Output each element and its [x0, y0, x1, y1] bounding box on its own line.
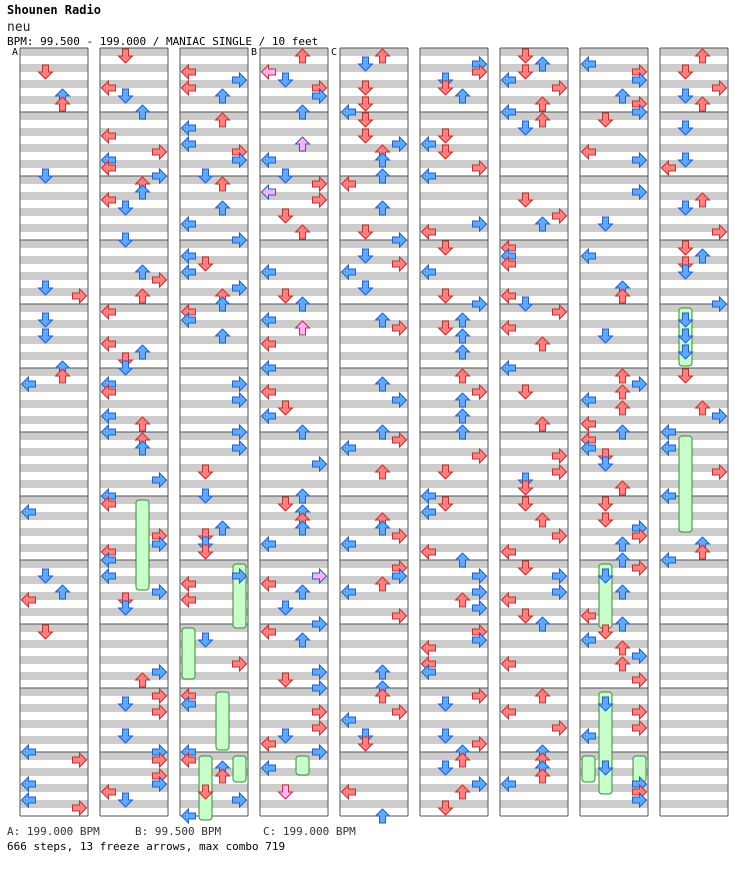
chart-column-7: [500, 48, 568, 816]
bpm-legend-a: A: 199.000 BPM: [7, 825, 100, 838]
bpm-legend: [7, 825, 356, 838]
song-subtitle: neu: [7, 20, 31, 35]
chart-column-1: [20, 48, 88, 816]
section-marker-c: C: [331, 47, 338, 58]
freeze-arrow: [233, 756, 246, 782]
section-marker-a: A: [12, 47, 19, 58]
freeze-arrow: [679, 436, 692, 532]
step-arrow: [182, 809, 196, 823]
bpm-legend-c: C: 199.000 BPM: [263, 825, 356, 838]
chart-stats: 666 steps, 13 freeze arrows, max combo 719: [7, 840, 286, 853]
freeze-arrow: [136, 500, 149, 590]
song-title: Shounen Radio: [7, 3, 101, 17]
section-marker-b: B: [251, 47, 258, 58]
chart-column-6: [420, 48, 488, 816]
freeze-arrow: [582, 756, 595, 782]
song-info: BPM: 99.500 - 199.000 / MANIAC SINGLE / 10 feet: [7, 35, 319, 48]
chart-column-5: [340, 48, 408, 816]
freeze-arrow: [182, 628, 195, 679]
freeze-arrow: [216, 692, 229, 750]
freeze-arrow: [296, 756, 309, 775]
bpm-legend-b: B: 99.500 BPM: [135, 825, 222, 838]
step-arrow: [376, 809, 390, 823]
